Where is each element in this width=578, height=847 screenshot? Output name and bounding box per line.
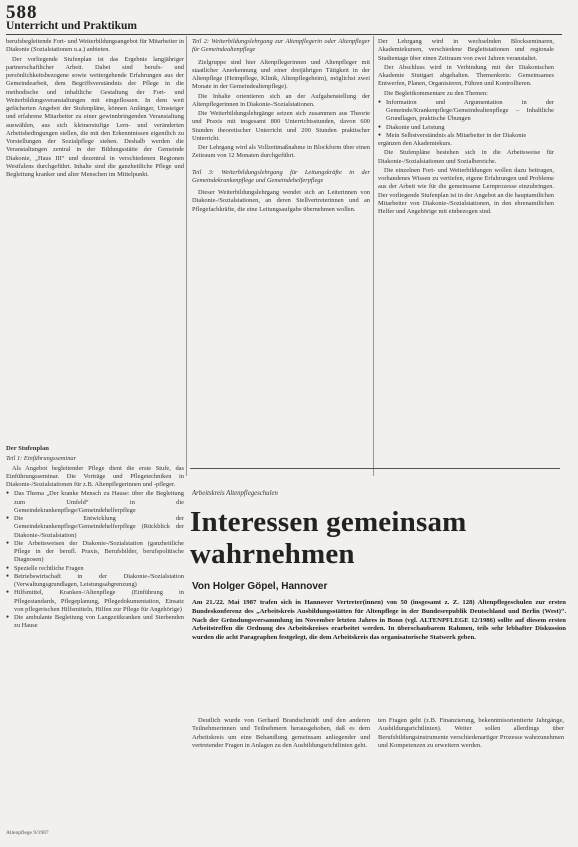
paragraph: Die Stufenpläne bestehen sich in die Arbeitsweise für Diakonie-/Sozialstationen und Sozialbereiche. xyxy=(378,149,554,165)
list-item: ● Mein Selbstverständnis als Mitarbeiter in der Diakonie xyxy=(386,132,554,140)
list-item: ● Hilfsmittel, Kranken-/Altenpflege (Einführung in Pflegestandards, Pflegeplanung, Pflegedokumentation, Einsatz von pflegerischen Hilfsmitteln, Hilfen zur Pflege für Angehörige) xyxy=(14,589,184,614)
paragraph: Die einzelnen Fort- und Weiterbildungen wollen dazu beitragen, vorhandenes Wissen zu vertiefen, eigene Erfahrungen und Probleme aus der Arbeit wie für die gemeinsame Lernprozesse einzubringen. Der vorliegende Stufenplan ist in der Angebot an die hauptamtlichen Mitarbeiter von Diakonie-/Sozialstationen, in den ehrenamtlichen Helfer und Angehörige mit einbezogen sind. xyxy=(378,166,554,215)
stufenplan-heading: Der Stufenplan xyxy=(6,445,49,452)
page-number: 588 xyxy=(6,2,38,23)
article-kicker: Arbeitskreis Altenpflegeschulen xyxy=(192,490,278,497)
article-body-column: Deutlich wurde von Gerhard Brandschmidt und den anderen Teilnehmerinnen und Teilnehmern herausgehoben, daß es dem Arbeitskreis um eine Behandlung gemeinsam anliegender und vertretender Fragen in Anlagen zu den Ausbildungsrichtlinien geht. xyxy=(192,717,370,750)
paragraph: Zielgruppe sind hier Altenpflegerinnen und Altenpfleger mit staatlicher Anerkennung und einer dreijährigen Tätigkeit in der Altenpflege (Heimpflege, Klinik, Altenpflegeheim), möglichst zwei Monate in der Gemeindealtenpflege). xyxy=(192,58,370,91)
paragraph: Dieser Weiterbildungslehrgang wendet sich an Leiterinnen von Diakonie-/Sozialstationen, an deren Stellvertreterinnen und an Pflegefachkräfte, die eine Leitungsaufgabe übernehmen wollen. xyxy=(192,189,370,213)
list-item: ● Spezielle rechtliche Fragen xyxy=(14,565,184,573)
section-title: Unterricht und Praktikum xyxy=(6,20,137,32)
article-divider xyxy=(190,468,560,469)
article-body-column: ten Fragen geht (z.B. Finanzierung, bekenntnisorientierte Jahrgänge, Ausbildungsrichtlinien). Weiter sollen allerdings über Berufsbildungsinstrumente verschiedenartiger Prozesse wahrzunehmen und Kompetenzen zu erweitern werden. xyxy=(378,717,564,750)
teil2-heading: Teil 2: Weiterbildungslehrgang zur Altenpflegerin oder Altenpfleger für Gemeindealtenpflege xyxy=(192,38,370,54)
column-3-text xyxy=(378,38,554,450)
paragraph: Die Begleitkommentare zu den Themen: xyxy=(384,89,488,97)
list-item: ● Die Arbeitsweisen der Diakonie-/Sozialstation (ganzheitliche Pflege in der berufl. Praxis, Berufsbilder, berufspolitische Diagnosen) xyxy=(14,540,184,565)
paragraph: Als Angebot begleitender Pflege dient die erste Stufe, das Einführungsseminar. Die Vorträge und Pflegetechniken in Diakonie-/Sozialstationen für z.B. Altenpflegerinnen und -pfleger. xyxy=(6,464,184,488)
column-divider xyxy=(186,36,187,476)
stufenplan-intro: Teil 1: Einführungsseminar xyxy=(6,455,77,463)
list-item: ● Die ambulante Begleitung von Langzeitkranken und Sterbenden zu Hause xyxy=(14,614,184,631)
list-item: ● Information und Argumentation in der Gemeinde/Krankenpflege/Gemeindealtenpflege – Inhaltliche Grundlagen, praktische Übungen xyxy=(386,99,554,124)
paragraph: Der Lehrgang wird als Vollzeitmaßnahme in Blockform über einen Zeitraum von 12 Monaten durchgeführt. xyxy=(192,144,370,160)
stufenplan-list xyxy=(6,490,184,630)
paragraph: Die Weiterbildungslehrgänge setzen sich zusammen aus Theorie und Praxis mit insgesamt 800 Unterrichtsstunden, davon 600 Stunden theoretischer Unterricht und 200 Stunden praktischer Unterricht. xyxy=(192,110,370,142)
list-item: ● Diakonie und Leistung xyxy=(386,124,554,132)
column-divider xyxy=(373,36,374,476)
stufenplan-section xyxy=(6,445,184,845)
themen-list xyxy=(378,99,554,140)
paragraph: Der Lehrgang wird in wechselnden Blockseminaren, Akademiekursen, verschiedene Begleitstationen und regionale Studientage über einen Zeitraum von zwei Jahren veranstaltet. xyxy=(378,38,554,62)
list-item: ● Die Entwicklung der Gemeindekrankenpflege/Gemeindehelferpflege (Rückblick der Diakonie-/Sozialstation) xyxy=(14,515,184,540)
paragraph: Der vorliegende Stufenplan ist das Ergebnis langjähriger partnerschaftlicher Arbeit. Dabei sind berufs- und persönlichkeitsbezogene sowie weitergehende Erfahrungen aus der Gemeindearbeit, dem Begriffsverständnis der Pflege in die methodische und inhaltliche Gestaltung der Fort- und Weiterbildungsveranstaltungen mit eingeflossen. In dem weit gefächerten Angebot der Stufenpläne, können Anfänger, Umsteiger und erfahrene Mitarbeiter zu einer gewinnbringenden Veranstaltung auswählen, aus sich kleinerstufige Lern- und veränderten Arbeitsbedingungen stellen, die mit den Erkenntnissen eigentlich zu Vorstellungen der Sozialpflege stehen. Deshalb werden die Veranstaltungen zentral in der Bildungsstätte der Gemeinde Diakonie, „Haus III“ und dezentral in verschiedenen Regionen Westfalens durchgeführt. Inhalte sind die ganzheitliche Pflege und Begleitung kranker und alter Menschen im Mittelpunkt. xyxy=(6,55,184,178)
article-byline: Von Holger Göpel, Hannover xyxy=(192,581,328,592)
list-item: ● Das Thema „Der kranke Mensch zu Hause: über die Begleitung zum Umfeld“ in die Gemeindekrankenpflege/Gemeindehelferpflege xyxy=(14,490,184,515)
header-rule xyxy=(6,34,562,35)
teil3-heading: Teil 3: Weiterbildungslehrgang für Leitungskräfte in der Gemeindekrankenpflege und Gemeindehelferpflege xyxy=(192,168,370,184)
article-headline: Interessen gemeinsam wahrnehmen xyxy=(190,506,467,570)
column-2-text xyxy=(192,38,370,348)
paragraph: Der Abschluss wird in Verbindung mit der Diakonischen Akademie Stuttgart abgehalten. Themenkreis: Gemeinsames Entwerfen, Planen, Organisieren, Führen und Kontrollieren. xyxy=(378,63,554,88)
list-item: ● Betriebswirtschaft in der Diakonie-/Sozialstation (Verwaltungsgrundlagen, Leistungsabgrenzung) xyxy=(14,573,184,590)
paragraph: berufsbegleitende Fort- und Weiterbildungsangebot für Mitarbeiter in Diakonie (Sozialstationen u.a.) anbieten. xyxy=(6,38,184,54)
page-footer: Altenpflege 9/1987 xyxy=(6,830,49,836)
article-lead: Am 21./22. Mai 1987 trafen sich in Hannover Vertreter(innen) von 50 (insgesamt z. Z. 128) Altenpflegeschulen zur ersten Bundeskonferenz des „Arbeitskreis Ausbildungsstätten für Altenpflege in der Bundesrepublik Deutschland und Berlin (West)“. Nach der Gründungsversammlung im November letzten Jahres in Bonn (vgl. ALTENPFLEGE 12/1986) sollte auf diesem ersten Arbeitstreffen die Ordnung des Arbeitskreises erarbeitet werden. In überschaubarem Rahmen, teils sehr lebhafter Diskussion wurden die acht Paragraphen festgelegt, die dem Arbeitskreis das organisatorische Statwerk geben. xyxy=(192,599,566,642)
paragraph: Die Inhalte orientieren sich an der Aufgabenstellung der Altenpflegerinnen in Diakonie-/Sozialstationen. xyxy=(192,92,370,108)
paragraph: ergänzen den Akademiekurs. xyxy=(378,140,452,147)
column-1-text xyxy=(6,38,184,350)
